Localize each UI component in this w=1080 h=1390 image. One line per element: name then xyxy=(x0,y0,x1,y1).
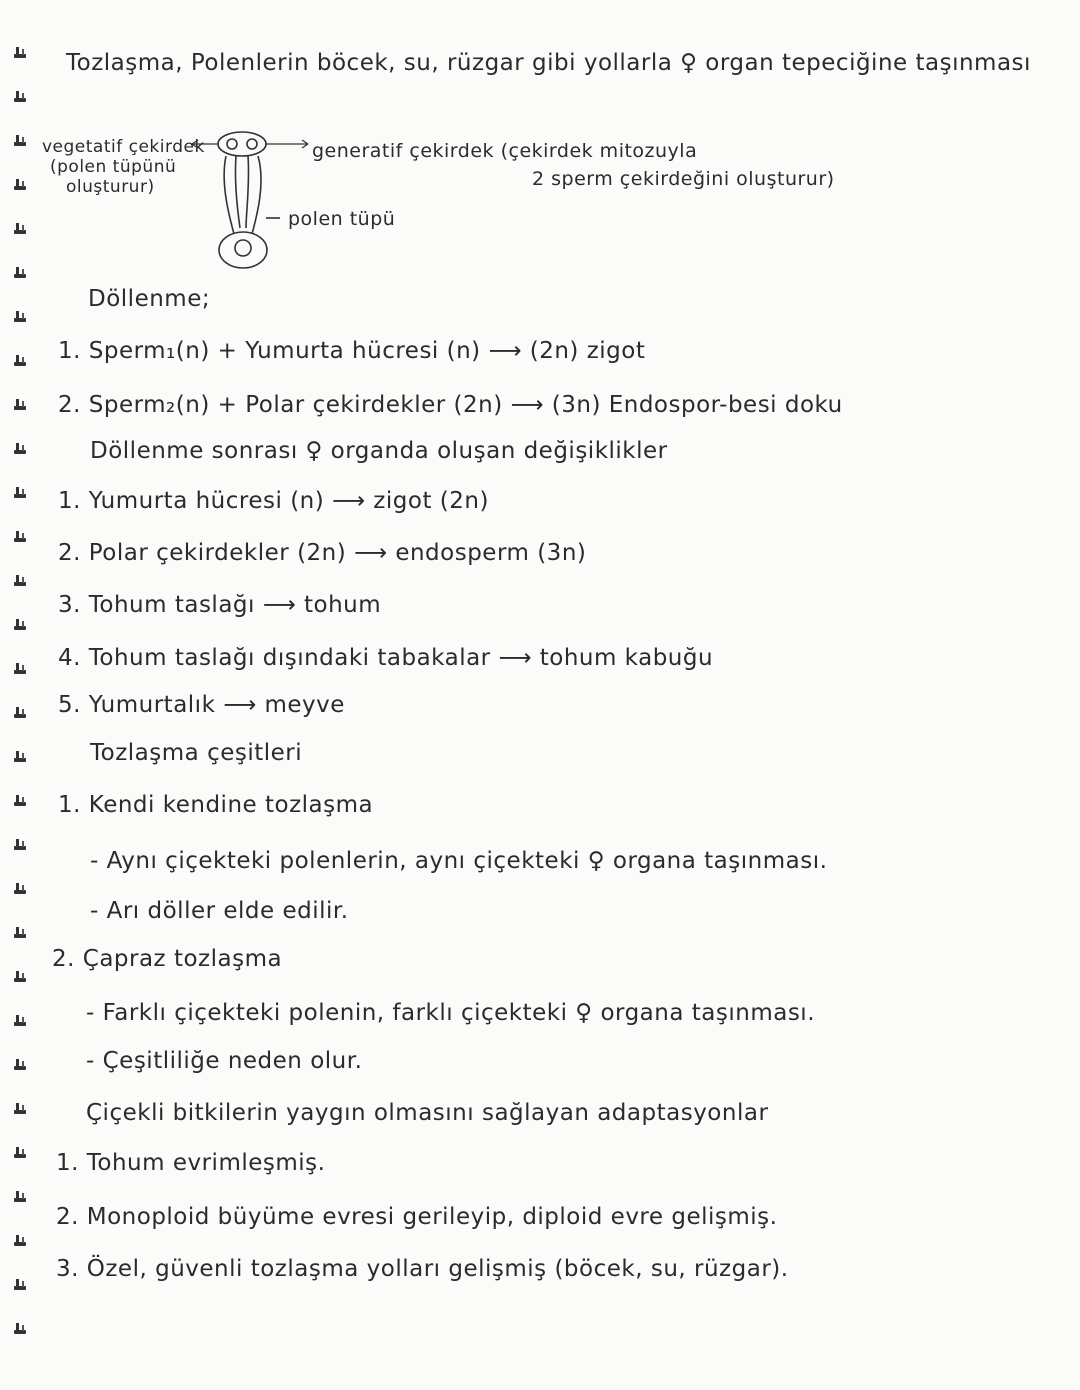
binding-mark xyxy=(14,1330,26,1334)
generative-nucleus-label: generatif çekirdek (çekirdek mitozuyla xyxy=(312,140,698,162)
binding-mark xyxy=(14,582,26,586)
binding-mark xyxy=(14,802,26,806)
binding-mark xyxy=(14,890,26,894)
binding-mark xyxy=(14,362,26,366)
adaptation-item-3: 3. Özel, güvenli tozlaşma yolları gelişmiş (böcek, su, rüzgar). xyxy=(56,1256,789,1282)
binding-mark xyxy=(14,230,26,234)
fertilization-item-2: 2. Sperm₂(n) + Polar çekirdekler (2n) ⟶ (3n) Endospor-besi doku xyxy=(58,392,843,418)
changes-heading: Döllenme sonrası ♀ organda oluşan değişiklikler xyxy=(90,438,668,464)
binding-mark xyxy=(14,1286,26,1290)
pollination-types-heading: Tozlaşma çeşitleri xyxy=(90,740,303,766)
fertilization-heading: Döllenme; xyxy=(88,286,211,312)
binding-mark xyxy=(14,626,26,630)
binding-mark xyxy=(14,1110,26,1114)
pollen-tube-label: polen tüpü xyxy=(288,208,396,230)
binding-mark xyxy=(14,274,26,278)
self-pollination-label: 1. Kendi kendine tozlaşma xyxy=(58,792,374,818)
cross-pollination-label: 2. Çapraz tozlaşma xyxy=(52,946,283,972)
binding-mark xyxy=(14,846,26,850)
vegetative-note-2: oluşturur) xyxy=(66,177,155,197)
change-item-1: 1. Yumurta hücresi (n) ⟶ zigot (2n) xyxy=(58,488,489,514)
vegetative-note-1: (polen tüpünü xyxy=(50,157,177,177)
binding-mark xyxy=(14,1198,26,1202)
page-title: Tozlaşma, Polenlerin böcek, su, rüzgar gibi yollarla ♀ organ tepeciğine taşınması xyxy=(66,50,1031,76)
binding-mark xyxy=(14,1022,26,1026)
binding-mark xyxy=(14,758,26,762)
binding-mark xyxy=(14,1066,26,1070)
self-pollination-point-2: - Arı döller elde edilir. xyxy=(90,898,349,924)
adaptations-heading: Çiçekli bitkilerin yaygın olmasını sağlayan adaptasyonlar xyxy=(86,1100,769,1126)
change-item-4: 4. Tohum taslağı dışındaki tabakalar ⟶ tohum kabuğu xyxy=(58,645,714,671)
vegetative-nucleus-label: vegetatif çekirdek xyxy=(42,137,205,157)
change-item-3: 3. Tohum taslağı ⟶ tohum xyxy=(58,592,382,618)
binding-mark xyxy=(14,98,26,102)
notebook-binding xyxy=(0,40,40,1360)
binding-mark xyxy=(14,186,26,190)
generative-note: 2 sperm çekirdeğini oluşturur) xyxy=(532,168,835,190)
pollen-grain-diagram xyxy=(190,124,310,274)
self-pollination-point-1: - Aynı çiçekteki polenlerin, aynı çiçekteki ♀ organa taşınması. xyxy=(90,848,828,874)
binding-mark xyxy=(14,450,26,454)
cross-pollination-point-1: - Farklı çiçekteki polenin, farklı çiçekteki ♀ organa taşınması. xyxy=(86,1000,816,1026)
binding-mark xyxy=(14,670,26,674)
binding-mark xyxy=(14,318,26,322)
adaptation-item-1: 1. Tohum evrimleşmiş. xyxy=(56,1150,326,1176)
binding-mark xyxy=(14,142,26,146)
binding-mark xyxy=(14,54,26,58)
binding-mark xyxy=(14,978,26,982)
fertilization-item-1: 1. Sperm₁(n) + Yumurta hücresi (n) ⟶ (2n) zigot xyxy=(58,338,646,364)
binding-mark xyxy=(14,406,26,410)
binding-mark xyxy=(14,538,26,542)
binding-mark xyxy=(14,934,26,938)
adaptation-item-2: 2. Monoploid büyüme evresi gerileyip, diploid evre gelişmiş. xyxy=(56,1204,778,1230)
change-item-5: 5. Yumurtalık ⟶ meyve xyxy=(58,692,345,718)
change-item-2: 2. Polar çekirdekler (2n) ⟶ endosperm (3n) xyxy=(58,540,587,566)
binding-mark xyxy=(14,714,26,718)
binding-mark xyxy=(14,494,26,498)
binding-mark xyxy=(14,1154,26,1158)
cross-pollination-point-2: - Çeşitliliğe neden olur. xyxy=(86,1048,363,1074)
binding-mark xyxy=(14,1242,26,1246)
